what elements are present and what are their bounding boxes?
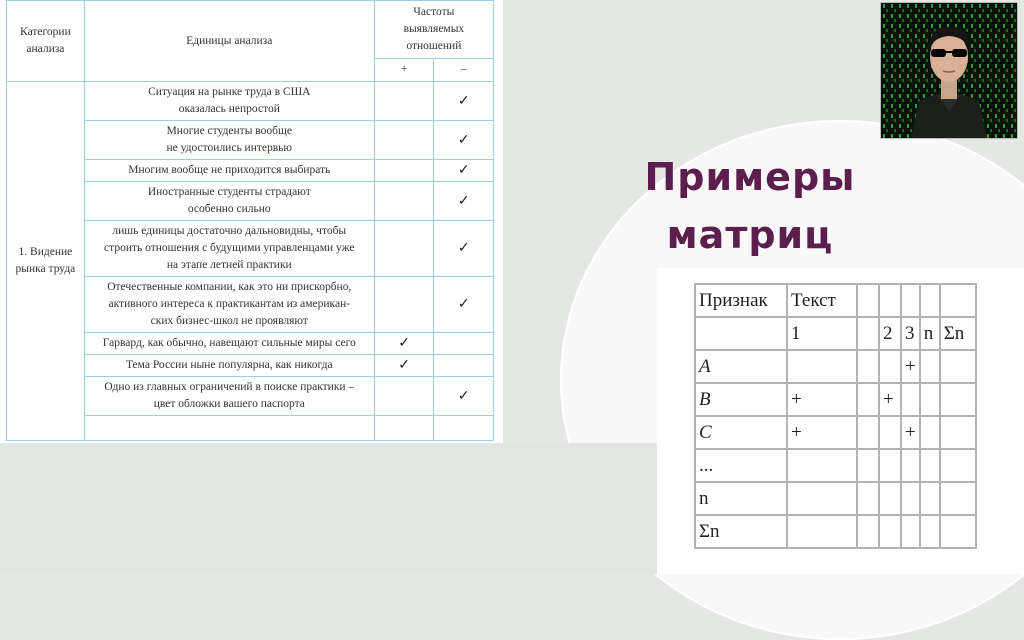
matrix-cell: ... (695, 449, 787, 482)
matrix-cell (920, 416, 940, 449)
matrix-cell (857, 515, 879, 548)
matrix-cell (879, 284, 901, 317)
matrix-cell (857, 482, 879, 515)
plus-frequency-cell (374, 121, 434, 160)
header-units: Единицы анализа (84, 1, 374, 82)
slide-title (600, 148, 900, 264)
matrix-cell: + (787, 416, 857, 449)
checkmark-icon: ✓ (457, 193, 470, 209)
matrix-cell: Σn (695, 515, 787, 548)
matrix-cell (901, 383, 920, 416)
minus-frequency-cell (434, 121, 494, 160)
checkmark-icon: ✓ (457, 388, 470, 404)
matrix-cell (920, 350, 940, 383)
checkmark-icon: ✓ (457, 132, 470, 148)
matrix-cell (901, 482, 920, 515)
matrix-cell (695, 317, 787, 350)
header-categories-line: анализа (26, 43, 65, 55)
matrix-row (695, 284, 976, 317)
header-plus: + (374, 58, 434, 81)
matrix-cell (787, 515, 857, 548)
matrix-cell (940, 284, 976, 317)
matrix-cell: C (695, 416, 787, 449)
slide-title-line: матриц (666, 213, 834, 257)
header-categories-line: Категории (20, 26, 71, 38)
matrix-cell: B (695, 383, 787, 416)
unit-text-line: Одно из главных ограничений в поиске практики – (104, 381, 355, 393)
category-cell (7, 82, 85, 441)
unit-cell (84, 82, 374, 121)
checkmark-icon: ✓ (457, 297, 470, 312)
matrix-cell (920, 515, 940, 548)
checkmark-icon: ✓ (398, 358, 410, 373)
matrix-row (695, 482, 976, 515)
header-categories (7, 1, 85, 82)
bottom-band (0, 443, 660, 574)
checkmark-icon: ✓ (398, 336, 410, 351)
unit-text-line: Гарвард, как обычно, навещают сильные миры сего (102, 337, 356, 349)
matrix-cell (879, 482, 901, 515)
matrix-cell: + (787, 383, 857, 416)
plus-frequency-cell (374, 277, 434, 333)
matrix-cell (901, 449, 920, 482)
unit-text-line: Отечественные компании, как это ни прискорбно, (107, 281, 352, 293)
header-minus: – (434, 58, 494, 81)
unit-text-line: Многие студенты вообще (166, 125, 292, 137)
header-freq-line: выявляемых (403, 22, 465, 35)
matrix-row (695, 350, 976, 383)
unit-text-line: Многим вообще не приходится выбирать (128, 164, 331, 176)
category-line: рынка труда (15, 263, 76, 275)
matrix-cell: + (879, 383, 901, 416)
matrix-cell (857, 350, 879, 383)
portrait-image (880, 2, 1018, 139)
unit-text-line: строить отношения с будущими управленцами уже (104, 242, 355, 254)
matrix-cell (920, 482, 940, 515)
matrix-cell (787, 482, 857, 515)
matrix-cell (901, 515, 920, 548)
header-freq-line: Частоты (413, 5, 455, 18)
empty-cell (84, 416, 374, 441)
matrix-cell: Признак (695, 284, 787, 317)
minus-frequency-cell (434, 82, 494, 121)
plus-frequency-cell (374, 160, 434, 182)
matrix-cell (940, 416, 976, 449)
matrix-row (695, 383, 976, 416)
unit-text-line: оказалась непростой (178, 103, 280, 115)
unit-text-line: активного интереса к практикантам из американ- (108, 298, 351, 310)
empty-cell (374, 416, 434, 441)
unit-cell (84, 160, 374, 182)
unit-cell (84, 221, 374, 277)
unit-text-line: не удостоились интервью (166, 142, 293, 154)
plus-frequency-cell (374, 221, 434, 277)
slide-title-line: Примеры (644, 155, 856, 199)
matrix-cell (857, 416, 879, 449)
matrix-cell: 3 (901, 317, 920, 350)
left-document-panel (0, 0, 503, 443)
matrix-cell (940, 383, 976, 416)
portrait-illustration (881, 3, 1017, 138)
matrix-cell (787, 449, 857, 482)
plus-frequency-cell (374, 377, 434, 416)
matrix-cell: A (695, 350, 787, 383)
matrix-cell: Σn (940, 317, 976, 350)
matrix-cell (879, 350, 901, 383)
unit-cell (84, 277, 374, 333)
unit-text-line: лишь единицы достаточно дальновидны, чтобы (112, 225, 347, 237)
unit-cell (84, 182, 374, 221)
matrix-cell: + (901, 350, 920, 383)
plus-frequency-cell (374, 333, 434, 355)
matrix-row (695, 449, 976, 482)
unit-text-line: особенно сильно (187, 203, 271, 215)
matrix-cell (940, 515, 976, 548)
unit-text-line: Ситуация на рынке труда в США (148, 86, 311, 98)
plus-frequency-cell (374, 82, 434, 121)
minus-frequency-cell (434, 333, 494, 355)
matrix-row (695, 416, 976, 449)
matrix-cell (787, 350, 857, 383)
unit-text-line: Тема России ныне популярна, как никогда (125, 359, 333, 371)
minus-frequency-cell (434, 355, 494, 377)
matrix-cell (857, 383, 879, 416)
table-row (7, 82, 494, 121)
header-frequencies (374, 1, 493, 59)
matrix-row (695, 317, 976, 350)
unit-cell (84, 333, 374, 355)
empty-cell (434, 416, 494, 441)
plus-frequency-cell (374, 182, 434, 221)
category-line: 1. Видение (18, 246, 73, 258)
minus-frequency-cell (434, 182, 494, 221)
matrix-cell (857, 284, 879, 317)
unit-cell (84, 377, 374, 416)
minus-frequency-cell (434, 277, 494, 333)
analysis-matrix-table (6, 0, 494, 441)
matrix-cell (857, 317, 879, 350)
matrix-cell: + (901, 416, 920, 449)
unit-text-line: Иностранные студенты страдают (147, 186, 311, 198)
unit-text-line: цвет обложки вашего паспорта (153, 398, 305, 410)
matrix-cell: 2 (879, 317, 901, 350)
unit-text-line: на этапе летней практики (166, 259, 292, 271)
unit-cell (84, 121, 374, 160)
unit-text-line: ских бизнес-школ не проявляют (150, 315, 308, 327)
matrix-cell (879, 515, 901, 548)
checkmark-icon: ✓ (457, 93, 470, 109)
matrix-cell (857, 449, 879, 482)
matrix-cell (940, 449, 976, 482)
checkmark-icon: ✓ (457, 241, 470, 256)
matrix-row (695, 515, 976, 548)
matrix-cell (901, 284, 920, 317)
minus-frequency-cell (434, 160, 494, 182)
checkmark-icon: ✓ (457, 163, 470, 178)
matrix-cell (920, 449, 940, 482)
feature-matrix-table (694, 283, 977, 549)
matrix-cell (879, 416, 901, 449)
matrix-cell (940, 350, 976, 383)
unit-cell (84, 355, 374, 377)
matrix-cell: n (695, 482, 787, 515)
matrix-cell (940, 482, 976, 515)
minus-frequency-cell (434, 221, 494, 277)
minus-frequency-cell (434, 377, 494, 416)
matrix-cell: 1 (787, 317, 857, 350)
plus-frequency-cell (374, 355, 434, 377)
matrix-cell (879, 449, 901, 482)
matrix-cell: Текст (787, 284, 857, 317)
matrix-cell (920, 284, 940, 317)
header-freq-line: отношений (406, 39, 462, 52)
matrix-cell (920, 383, 940, 416)
matrix-cell: n (920, 317, 940, 350)
